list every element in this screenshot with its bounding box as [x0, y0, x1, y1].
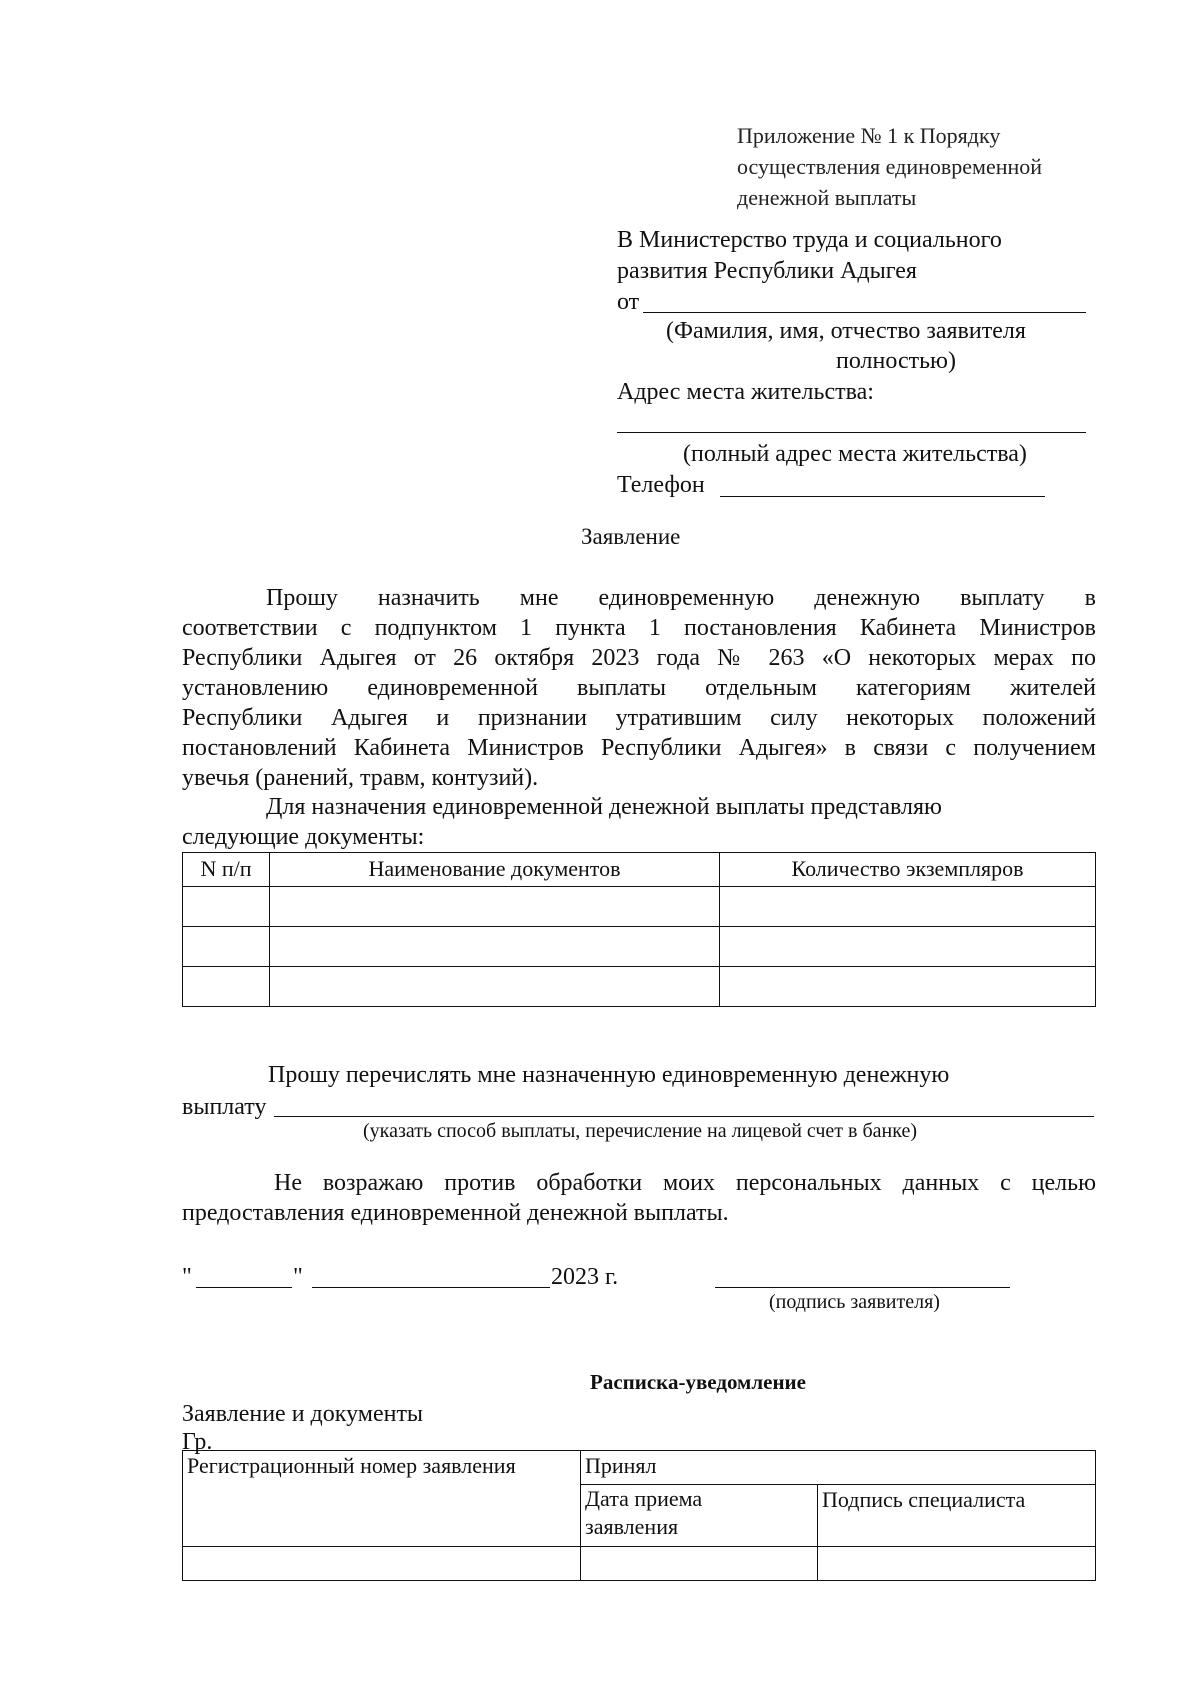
table-cell[interactable] [270, 927, 720, 967]
date-day-field[interactable] [196, 1287, 292, 1288]
date-received-header [581, 1485, 818, 1547]
transfer-label: выплату [182, 1094, 267, 1120]
signature-field[interactable] [715, 1287, 1010, 1288]
date-year: 2023 г. [551, 1264, 619, 1290]
documents-table [182, 852, 1096, 1007]
request-word: назначить [377, 585, 480, 611]
payment-method-hint: (указать способ выплаты, перечисление на лицевой счет в банке) [363, 1120, 918, 1142]
payment-method-field[interactable] [274, 1116, 1094, 1117]
col-count-header: Количество экземпляров [720, 853, 1096, 887]
request-word: денежную [814, 585, 921, 611]
request-line-5: Республики Адыгея и признании утратившим силу некоторых положений [182, 705, 1096, 731]
request-word: выплату [960, 585, 1045, 611]
receipt-line-1: Заявление и документы [182, 1401, 424, 1427]
phone-label: Телефон [617, 472, 705, 498]
address-hint: (полный адрес места жительства) [683, 441, 1027, 467]
receipt-title: Расписка-уведомление [590, 1370, 806, 1394]
address-field[interactable] [617, 432, 1086, 433]
request-word: мне [519, 585, 559, 611]
receipt-line-2: Гр. [182, 1429, 213, 1455]
request-line-2: соответствии с подпунктом 1 пункта 1 постановления Кабинета Министров [182, 615, 1096, 641]
reg-number-header: Регистрационный номер заявления [183, 1451, 581, 1547]
specialist-signature-header: Подпись специалиста [818, 1485, 1096, 1547]
from-hint-line-1: (Фамилия, имя, отчество заявителя [666, 318, 1026, 344]
table-row [183, 887, 1096, 927]
request-line-6: постановлений Кабинета Министров Республики Адыгея» в связи с получением [182, 735, 1096, 761]
table-cell[interactable] [720, 887, 1096, 927]
from-hint-line-2: полностью) [836, 348, 956, 374]
transfer-line-1: Прошу перечислять мне назначенную единовременную денежную [268, 1062, 950, 1088]
receipt-table [182, 1450, 1096, 1581]
date-month-field[interactable] [312, 1287, 550, 1288]
table-cell[interactable] [270, 887, 720, 927]
table-cell[interactable] [183, 927, 270, 967]
table-cell[interactable] [270, 967, 720, 1007]
accepted-header: Принял [581, 1451, 1096, 1485]
from-name-field[interactable] [643, 312, 1086, 313]
request-paragraph [182, 583, 1096, 793]
phone-field[interactable] [720, 496, 1045, 497]
appendix-line-1: Приложение № 1 к Порядку [737, 123, 1001, 148]
consent-line-1: Не возражаю против обработки моих персональных данных с целью [274, 1170, 1096, 1196]
table-row [183, 1451, 1096, 1485]
request-word: Прошу [266, 585, 338, 611]
consent-line-2: предоставления единовременной денежной выплаты. [182, 1200, 729, 1226]
appendix-line-3: денежной выплаты [737, 185, 917, 210]
document-title: Заявление [581, 524, 681, 549]
consent-paragraph [182, 1168, 1096, 1228]
table-cell[interactable] [183, 887, 270, 927]
addressee-line-1: В Министерство труда и социального [617, 227, 1002, 253]
address-label: Адрес места жительства: [617, 379, 874, 405]
request-word: единовременную [598, 585, 775, 611]
signature-hint: (подпись заявителя) [769, 1291, 940, 1313]
request-line-4: установлению единовременной выплаты отдельным категориям жителей [182, 675, 1096, 701]
request-line-7: увечья (ранений, травм, контузий). [182, 765, 539, 791]
col-number-header: N п/п [183, 853, 270, 887]
table-cell[interactable] [720, 967, 1096, 1007]
date-received-line-1: Дата приема [585, 1486, 703, 1511]
table-cell[interactable] [183, 1547, 581, 1581]
date-quote-open: " [182, 1264, 192, 1290]
table-cell[interactable] [720, 927, 1096, 967]
table-row [183, 967, 1096, 1007]
table-header-row [183, 853, 1096, 887]
table-cell[interactable] [818, 1547, 1096, 1581]
appendix-line-2: осуществления единовременной [737, 154, 1043, 179]
documents-intro-line-1: Для назначения единовременной денежной выплаты представляю [266, 794, 942, 820]
appendix-note [737, 120, 1117, 213]
table-row [183, 927, 1096, 967]
date-quote-close: " [293, 1264, 303, 1290]
addressee-line-2: развития Республики Адыгея [617, 258, 917, 284]
date-received-line-2: заявления [585, 1514, 679, 1539]
request-line-1 [182, 583, 1096, 613]
documents-intro-line-2: следующие документы: [182, 824, 425, 850]
table-cell[interactable] [183, 967, 270, 1007]
request-line-3: Республики Адыгея от 26 октября 2023 года № 263 «О некоторых мерах по [182, 645, 1096, 671]
request-word: в [1084, 585, 1096, 611]
from-label: от [617, 289, 640, 315]
table-row [183, 1547, 1096, 1581]
col-name-header: Наименование документов [270, 853, 720, 887]
table-cell[interactable] [581, 1547, 818, 1581]
